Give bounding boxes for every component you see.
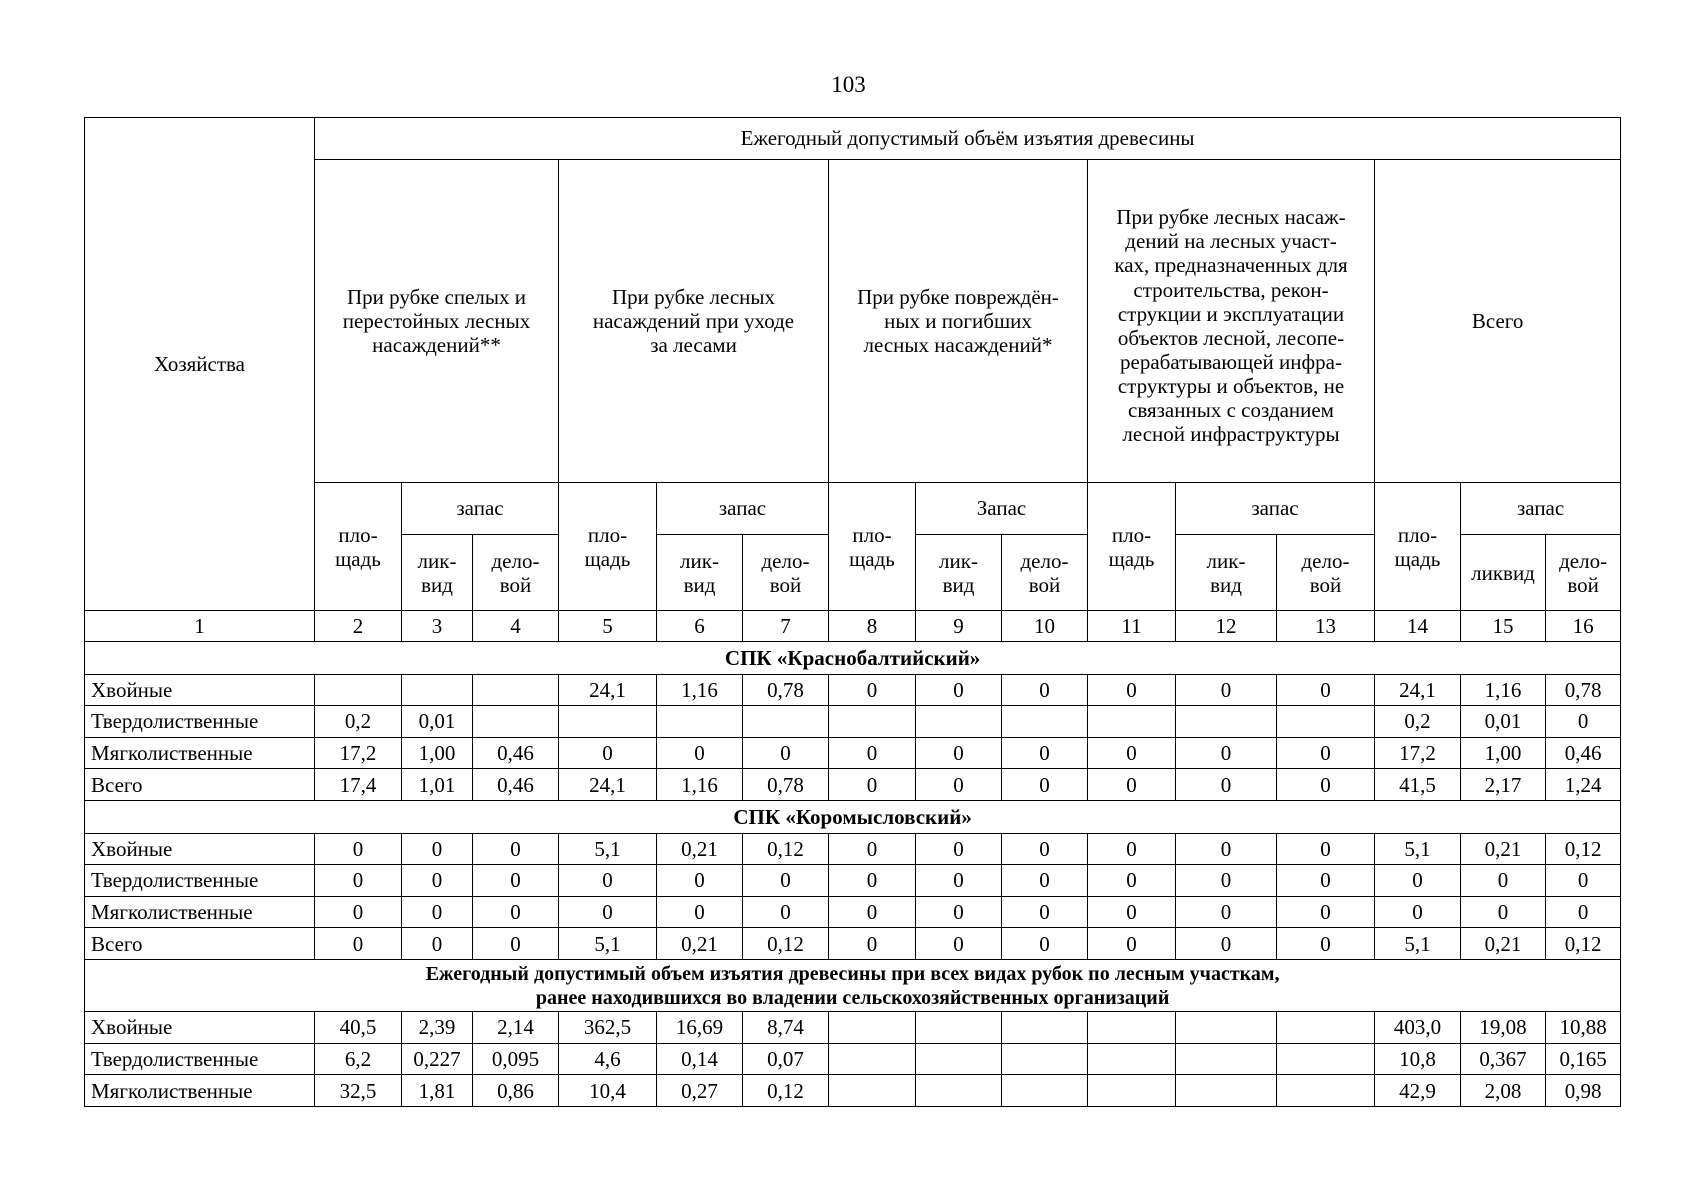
table-cell [1277, 706, 1375, 738]
stock-header: запас [657, 483, 829, 535]
table-cell: 0 [1277, 896, 1375, 928]
row-label: Всего [85, 928, 315, 960]
column-number: 4 [473, 611, 559, 642]
table-cell: 0 [1277, 737, 1375, 769]
table-cell: 40,5 [315, 1012, 402, 1044]
table-cell: 0,21 [657, 928, 743, 960]
table-cell [315, 674, 402, 706]
table-cell: 24,1 [559, 769, 657, 801]
table-cell: 1,16 [657, 674, 743, 706]
column-number: 12 [1176, 611, 1277, 642]
table-cell: 0 [1176, 928, 1277, 960]
table-cell [1088, 1043, 1176, 1075]
table-cell: 0,12 [743, 1075, 829, 1107]
table-cell [473, 706, 559, 738]
table-cell: 0,095 [473, 1043, 559, 1075]
table-cell [1176, 1043, 1277, 1075]
table-cell: 0 [402, 865, 473, 897]
table-row [85, 674, 1621, 706]
column-number: 13 [1277, 611, 1375, 642]
column-number: 10 [1002, 611, 1088, 642]
table-cell: 0 [657, 737, 743, 769]
group-header-mature-felling: При рубке спелых и перестойных лесных насаждений** [315, 159, 559, 482]
table-cell: 0 [916, 928, 1002, 960]
liquid-header: ликвид [1461, 534, 1546, 610]
table-cell: 24,1 [1375, 674, 1461, 706]
table-cell: 0 [829, 737, 916, 769]
table-cell: 0 [559, 737, 657, 769]
table-cell: 0 [1002, 674, 1088, 706]
table-cell: 0 [315, 896, 402, 928]
table-cell: 0 [743, 865, 829, 897]
table-cell [829, 1075, 916, 1107]
page-number: 103 [831, 72, 866, 97]
table-cell: 0 [657, 865, 743, 897]
table-cell [559, 706, 657, 738]
row-label: Мягколиственные [85, 896, 315, 928]
table-cell: 0 [1002, 865, 1088, 897]
table-cell: 2,39 [402, 1012, 473, 1044]
table-cell: 0 [1176, 769, 1277, 801]
table-row [85, 737, 1621, 769]
table-cell: 0 [743, 896, 829, 928]
table-cell: 0,98 [1546, 1075, 1621, 1107]
area-header: пло- щадь [315, 483, 402, 611]
table-cell: 2,17 [1461, 769, 1546, 801]
table-row [85, 769, 1621, 801]
table-cell: 17,2 [1375, 737, 1461, 769]
table-cell: 0,2 [315, 706, 402, 738]
table-row [85, 928, 1621, 960]
column-number: 14 [1375, 611, 1461, 642]
row-label: Всего [85, 769, 315, 801]
table-cell [1002, 1043, 1088, 1075]
table-cell: 0 [473, 865, 559, 897]
table-cell [1277, 1043, 1375, 1075]
table-cell: 0 [1088, 769, 1176, 801]
business-header: дело- вой [1546, 534, 1621, 610]
table-cell: 0,78 [1546, 674, 1621, 706]
table-row [85, 1012, 1621, 1044]
table-cell [1088, 1075, 1176, 1107]
table-cell: 0 [657, 896, 743, 928]
table-cell: 0,14 [657, 1043, 743, 1075]
table-cell: 0,46 [473, 737, 559, 769]
table-cell [1002, 706, 1088, 738]
farms-header: Хозяйства [85, 118, 315, 611]
row-label: Твердолиственные [85, 1043, 315, 1075]
table-cell: 2,08 [1461, 1075, 1546, 1107]
table-cell [916, 1075, 1002, 1107]
table-cell: 0 [559, 865, 657, 897]
table-cell [402, 674, 473, 706]
table-cell [1088, 1012, 1176, 1044]
column-number: 11 [1088, 611, 1176, 642]
stock-header: запас [1461, 483, 1621, 535]
table-cell: 10,88 [1546, 1012, 1621, 1044]
section-title: СПК «Коромысловский» [85, 801, 1621, 834]
table-cell: 0 [1277, 674, 1375, 706]
area-header: пло- щадь [829, 483, 916, 611]
table-cell: 0 [1176, 737, 1277, 769]
table-cell: 0 [1277, 833, 1375, 865]
table-cell: 0 [1176, 865, 1277, 897]
table-cell: 0 [829, 865, 916, 897]
table-cell: 0 [473, 833, 559, 865]
table-cell [1176, 706, 1277, 738]
table-cell: 0 [1461, 896, 1546, 928]
table-cell: 0 [559, 896, 657, 928]
table-cell: 0 [1088, 865, 1176, 897]
table-cell: 0 [1176, 833, 1277, 865]
table-cell: 0,46 [1546, 737, 1621, 769]
group-header-total: Всего [1375, 159, 1621, 482]
section-row [85, 801, 1621, 834]
table-cell [916, 1012, 1002, 1044]
column-number: 7 [743, 611, 829, 642]
table-cell: 0 [402, 928, 473, 960]
table-cell: 0 [1176, 896, 1277, 928]
table-cell [1277, 1075, 1375, 1107]
table-cell: 0 [829, 896, 916, 928]
table-cell: 0 [1546, 896, 1621, 928]
table-cell: 1,00 [402, 737, 473, 769]
group-header-construction-felling: При рубке лесных насаж- дений на лесных участ- ках, предназначенных для строительства, рекон- струкции и эксплуатации объектов лесной, лесопе- рерабатывающей инфра- структуры и объектов, не связанных с созданием лесной инфраструктуры [1088, 159, 1375, 482]
table-cell: 0 [1277, 769, 1375, 801]
table-cell: 0 [1277, 928, 1375, 960]
table-cell: 0 [402, 833, 473, 865]
table-cell: 362,5 [559, 1012, 657, 1044]
table-cell [1176, 1012, 1277, 1044]
table-row [85, 833, 1621, 865]
column-number-row [85, 611, 1621, 642]
table-cell: 0 [743, 737, 829, 769]
table-cell [916, 706, 1002, 738]
column-number: 15 [1461, 611, 1546, 642]
table-cell: 16,69 [657, 1012, 743, 1044]
table-cell: 0,07 [743, 1043, 829, 1075]
table-cell: 0,12 [743, 833, 829, 865]
timber-volume-table [84, 117, 1621, 1107]
table-cell: 1,00 [1461, 737, 1546, 769]
table-cell: 4,6 [559, 1043, 657, 1075]
table-cell: 0 [473, 896, 559, 928]
table-cell: 0 [1546, 706, 1621, 738]
table-row [85, 1075, 1621, 1107]
table-cell: 0 [1375, 896, 1461, 928]
table-cell: 0 [1461, 865, 1546, 897]
table-cell [1277, 1012, 1375, 1044]
table-row [85, 896, 1621, 928]
table-cell: 2,14 [473, 1012, 559, 1044]
table-cell: 0,78 [743, 674, 829, 706]
table-cell: 0 [1002, 928, 1088, 960]
table-cell: 0,01 [1461, 706, 1546, 738]
table-cell: 0 [1088, 737, 1176, 769]
table-cell: 0,12 [1546, 833, 1621, 865]
table-cell: 10,8 [1375, 1043, 1461, 1075]
stock-header: запас [402, 483, 559, 535]
table-cell: 17,4 [315, 769, 402, 801]
column-number: 1 [85, 611, 315, 642]
table-cell: 0 [916, 896, 1002, 928]
table-cell [916, 1043, 1002, 1075]
table-cell: 0 [916, 674, 1002, 706]
table-cell: 17,2 [315, 737, 402, 769]
table-cell: 24,1 [559, 674, 657, 706]
table-cell: 6,2 [315, 1043, 402, 1075]
table-cell [1088, 706, 1176, 738]
table-cell: 0 [315, 833, 402, 865]
table-cell: 1,81 [402, 1075, 473, 1107]
table-cell: 0 [1002, 737, 1088, 769]
table-cell: 0 [916, 737, 1002, 769]
table-cell: 0,01 [402, 706, 473, 738]
section-row [85, 642, 1621, 675]
table-cell: 0,78 [743, 769, 829, 801]
table-cell: 0 [916, 833, 1002, 865]
table-cell: 1,24 [1546, 769, 1621, 801]
liquid-header: лик- вид [657, 534, 743, 610]
table-cell: 42,9 [1375, 1075, 1461, 1107]
table-row [85, 1043, 1621, 1075]
table-cell: 0,21 [1461, 928, 1546, 960]
business-header: дело- вой [473, 534, 559, 610]
row-label: Твердолиственные [85, 706, 315, 738]
section-row [85, 960, 1621, 1012]
table-cell: 0 [1546, 865, 1621, 897]
stock-header: Запас [916, 483, 1088, 535]
liquid-header: лик- вид [1176, 534, 1277, 610]
table-cell: 403,0 [1375, 1012, 1461, 1044]
table-cell: 1,01 [402, 769, 473, 801]
row-label: Твердолиственные [85, 865, 315, 897]
table-cell [1002, 1075, 1088, 1107]
liquid-header: лик- вид [916, 534, 1002, 610]
stock-header: запас [1176, 483, 1375, 535]
section-title: СПК «Краснобалтийский» [85, 642, 1621, 675]
column-number: 3 [402, 611, 473, 642]
row-label: Хвойные [85, 1012, 315, 1044]
table-cell: 1,16 [1461, 674, 1546, 706]
column-number: 5 [559, 611, 657, 642]
table-cell [743, 706, 829, 738]
table-cell: 0,12 [1546, 928, 1621, 960]
row-label: Мягколиственные [85, 1075, 315, 1107]
table-cell [829, 1012, 916, 1044]
business-header: дело- вой [743, 534, 829, 610]
table-cell: 0 [1002, 769, 1088, 801]
table-cell: 8,74 [743, 1012, 829, 1044]
section-title: Ежегодный допустимый объем изъятия древесины при всех видах рубок по лесным участкам, ранее находившихся во владении сельскохозяйственных организаций [85, 960, 1621, 1012]
liquid-header: лик- вид [402, 534, 473, 610]
table-cell: 0 [473, 928, 559, 960]
table-cell: 32,5 [315, 1075, 402, 1107]
column-number: 8 [829, 611, 916, 642]
table-cell [829, 706, 916, 738]
group-header-damaged-felling: При рубке повреждён- ных и погибших лесных насаждений* [829, 159, 1088, 482]
table-cell: 0,21 [657, 833, 743, 865]
column-number: 2 [315, 611, 402, 642]
table-cell: 0,367 [1461, 1043, 1546, 1075]
table-cell: 0 [829, 674, 916, 706]
table-cell: 41,5 [1375, 769, 1461, 801]
table-cell: 0,2 [1375, 706, 1461, 738]
table-cell: 5,1 [559, 833, 657, 865]
business-header: дело- вой [1277, 534, 1375, 610]
main-title-header: Ежегодный допустимый объём изъятия древесины [315, 118, 1621, 160]
table-cell: 5,1 [559, 928, 657, 960]
table-cell: 0 [1088, 928, 1176, 960]
table-cell: 0 [1002, 833, 1088, 865]
table-cell: 0 [315, 865, 402, 897]
table-cell: 0 [916, 769, 1002, 801]
area-header: пло- щадь [559, 483, 657, 611]
column-number: 16 [1546, 611, 1621, 642]
table-cell: 10,4 [559, 1075, 657, 1107]
table-cell: 0,227 [402, 1043, 473, 1075]
table-cell: 0 [1277, 865, 1375, 897]
table-cell: 0 [1088, 674, 1176, 706]
table-cell: 0,12 [743, 928, 829, 960]
table-cell: 0,165 [1546, 1043, 1621, 1075]
business-header: дело- вой [1002, 534, 1088, 610]
table-cell: 0 [402, 896, 473, 928]
column-number: 9 [916, 611, 1002, 642]
table-cell: 1,16 [657, 769, 743, 801]
table-row [85, 706, 1621, 738]
table-cell: 5,1 [1375, 833, 1461, 865]
table-cell: 0 [315, 928, 402, 960]
table-cell: 0 [829, 928, 916, 960]
area-header: пло- щадь [1088, 483, 1176, 611]
row-label: Мягколиственные [85, 737, 315, 769]
table-cell: 0 [1088, 896, 1176, 928]
table-cell: 0,86 [473, 1075, 559, 1107]
table-cell: 0 [1176, 674, 1277, 706]
column-number: 6 [657, 611, 743, 642]
table-cell [1176, 1075, 1277, 1107]
table-cell [1002, 1012, 1088, 1044]
row-label: Хвойные [85, 833, 315, 865]
table-cell: 0 [1002, 896, 1088, 928]
table-cell: 0 [916, 865, 1002, 897]
table-cell: 0,27 [657, 1075, 743, 1107]
table-row [85, 865, 1621, 897]
group-header-care-felling: При рубке лесных насаждений при уходе за лесами [559, 159, 829, 482]
table-cell: 5,1 [1375, 928, 1461, 960]
table-cell: 0 [829, 769, 916, 801]
table-cell: 0 [829, 833, 916, 865]
table-cell: 0,46 [473, 769, 559, 801]
table-cell [473, 674, 559, 706]
table-cell: 0 [1375, 865, 1461, 897]
area-header: пло- щадь [1375, 483, 1461, 611]
table-cell [829, 1043, 916, 1075]
table-cell: 0,21 [1461, 833, 1546, 865]
table-cell: 0 [1088, 833, 1176, 865]
table-cell: 19,08 [1461, 1012, 1546, 1044]
table-cell [657, 706, 743, 738]
row-label: Хвойные [85, 674, 315, 706]
